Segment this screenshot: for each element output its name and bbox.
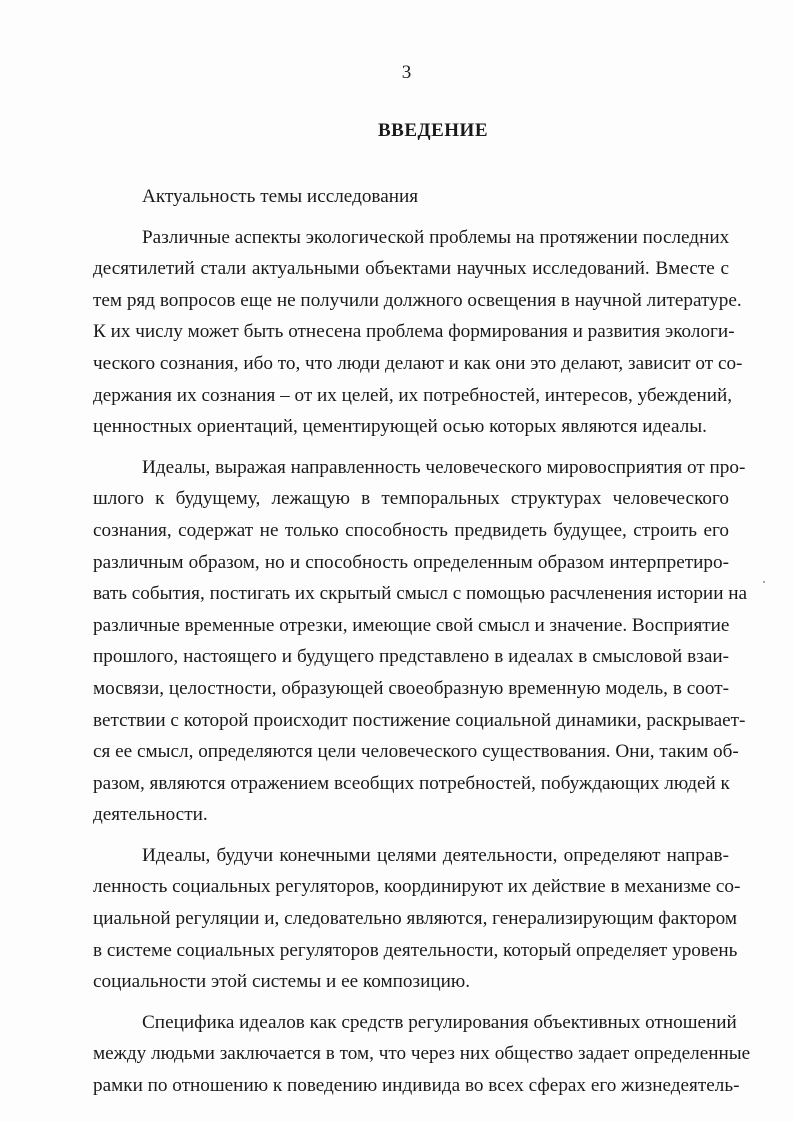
page-number: 3 (401, 62, 412, 83)
text-line: сознания, содержат не только способность предвидеть будущее, строить его (93, 519, 729, 541)
text-line: Различные аспекты экологической проблемы на протяжении последних (142, 226, 730, 248)
text-line: рамки по отношению к поведению индивида во всех сферах его жизнедеятель- (93, 1075, 740, 1097)
text-line: тем ряд вопросов еще не получили должного освещения в научной литературе. (93, 289, 742, 311)
text-line: в системе социальных регуляторов деятельности, который определяет уровень (93, 939, 738, 961)
subheading-paragraph (93, 181, 729, 213)
text-line: вать события, постигать их скрытый смысл с помощью расчленения истории на (93, 583, 748, 605)
paragraph-2 (93, 452, 748, 831)
text-line: между людьми заключается в том, что через них общество задает определенные (93, 1043, 751, 1065)
subheading: Актуальность темы исследования (142, 186, 419, 207)
scan-speck (763, 581, 765, 583)
text-line: держания их сознания – от их целей, их потребностей, интересов, убеждений, (93, 384, 733, 406)
text-line: ленность социальных регуляторов, координируют их действие в механизме со- (93, 876, 741, 898)
paragraph-3 (93, 840, 741, 998)
text-line: десятилетий стали актуальными объектами научных исследований. Вместе с (93, 258, 729, 280)
text-line: шлого к будущему, лежащую в темпоральных структурах человеческого (93, 488, 729, 510)
section-heading: ВВЕДЕНИЕ (378, 120, 488, 141)
text-line: ценностных ориентаций, цементирующей осью которых являются идеалы. (93, 416, 707, 438)
text-line: Идеалы, выражая направленность человеческого мировосприятия от про- (142, 456, 746, 478)
body-text (93, 181, 751, 1102)
text-line: Идеалы, будучи конечными целями деятельности, определяют направ- (142, 844, 729, 866)
text-line: К их числу может быть отнесена проблема формирования и развития экологи- (93, 321, 735, 343)
text-line: деятельности. (93, 804, 208, 826)
text-line: ся ее смысл, определяются цели человеческого существования. Они, таким об- (93, 741, 739, 763)
text-line: прошлого, настоящего и будущего представлено в идеалах в смысловой взаи- (93, 646, 729, 668)
text-line: ческого сознания, ибо то, что люди делают и как они это делают, зависит от со- (93, 352, 743, 374)
text-line: мосвязи, целостности, образующей своеобразную временную модель, в соот- (93, 677, 729, 699)
text-line: разом, являются отражением всеобщих потребностей, побуждающих людей к (93, 772, 730, 794)
paragraph-4 (93, 1007, 751, 1102)
text-line: циальной регуляции и, следовательно являются, генерализирующим фактором (93, 908, 738, 930)
paragraph-1 (93, 222, 743, 443)
text-line: ветствии с которой происходит постижение социальной динамики, раскрывает- (93, 709, 746, 731)
text-line: Специфика идеалов как средств регулирования объективных отношений (142, 1011, 737, 1033)
text-line: различным образом, но и способность определенным образом интерпретиро- (93, 551, 729, 573)
text-line: различные временные отрезки, имеющие свой смысл и значение. Восприятие (93, 614, 730, 636)
text-line: социальности этой системы и ее композицию. (93, 971, 471, 993)
